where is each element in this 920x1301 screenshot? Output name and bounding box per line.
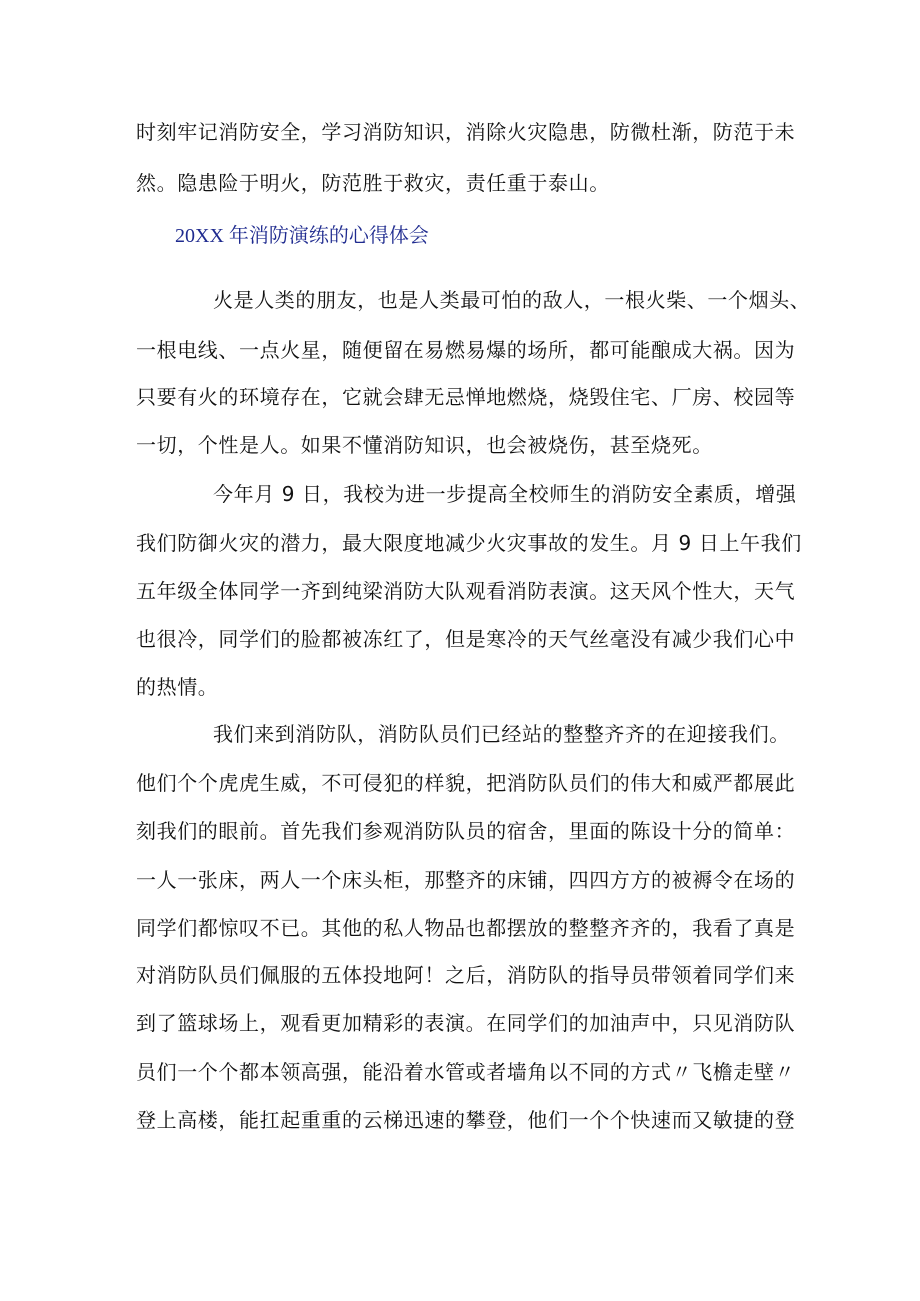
paragraph3-line-6: 对消防队员们佩服的五体投地阿！之后，消防队的指导员带领着同学们来 <box>136 963 796 987</box>
paragraph3-line-7: 到了篮球场上，观看更加精彩的表演。在同学们的加油声中，只见消防队 <box>136 1011 796 1035</box>
paragraph3-line-1: 我们来到消防队，消防队员们已经站的整整齐齐的在迎接我们。 <box>213 722 790 746</box>
paragraph2-line-5: 的热情。 <box>136 675 219 699</box>
paragraph3-line-9: 登上高楼，能扛起重重的云梯迅速的攀登，他们一个个快速而又敏捷的登 <box>136 1108 796 1132</box>
paragraph3-line-5: 同学们都惊叹不已。其他的私人物品也都摆放的整整齐齐的，我看了真是 <box>136 916 796 940</box>
paragraph2-line-1: 今年月 9 日，我校为进一步提高全校师生的消防安全素质，增强 <box>213 482 797 506</box>
paragraph2-line-2: 我们防御火灾的潜力，最大限度地减少火灾事故的发生。月 9 日上午我们 <box>136 531 802 555</box>
paragraph1-line-4: 一切，个性是人。如果不懂消防知识，也会被烧伤，甚至烧死。 <box>136 433 713 457</box>
paragraph3-line-2: 他们个个虎虎生威，不可侵犯的样貌，把消防队员们的伟大和威严都展此 <box>136 771 796 795</box>
paragraph2-line-3: 五年级全体同学一齐到纯梁消防大队观看消防表演。这天风个性大，天气 <box>136 579 796 603</box>
intro-line-2: 然。隐患险于明火，防范胜于救灾，责任重于泰山。 <box>136 171 610 195</box>
paragraph2-line-4: 也很冷，同学们的脸都被冻红了，但是寒冷的天气丝毫没有减少我们心中 <box>136 627 796 651</box>
section-heading: 20XX 年消防演练的心得体会 <box>175 225 429 247</box>
intro-line-1: 时刻牢记消防安全，学习消防知识，消除火灾隐患，防微杜渐，防范于未 <box>136 120 796 144</box>
paragraph1-line-3: 只要有火的环境存在，它就会肆无忌惮地燃烧，烧毁住宅、厂房、校园等 <box>136 385 796 409</box>
paragraph3-line-8: 员们一个个都本领高强，能沿着水管或者墙角以不同的方式〃飞檐走壁〃 <box>136 1060 796 1084</box>
paragraph1-line-2: 一根电线、一点火星，随便留在易燃易爆的场所，都可能酿成大祸。因为 <box>136 338 796 362</box>
paragraph3-line-3: 刻我们的眼前。首先我们参观消防队员的宿舍，里面的陈设十分的简单： <box>136 819 796 843</box>
paragraph1-line-1: 火是人类的朋友，也是人类最可怕的敌人，一根火柴、一个烟头、 <box>213 288 811 312</box>
paragraph3-line-4: 一人一张床，两人一个床头柜，那整齐的床铺，四四方方的被褥令在场的 <box>136 868 796 892</box>
